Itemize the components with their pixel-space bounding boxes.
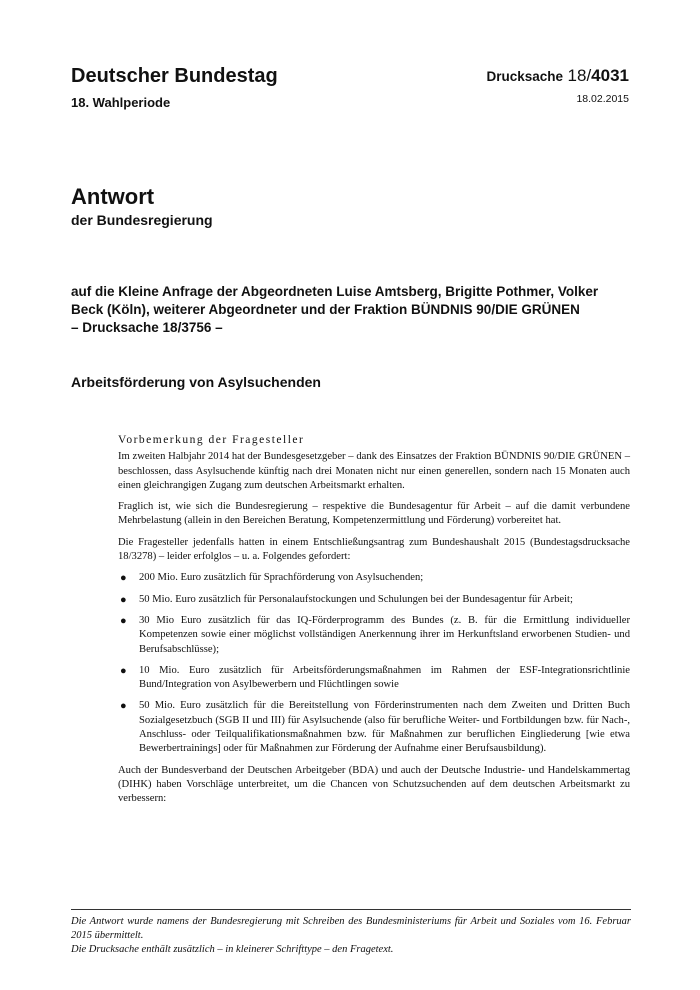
footer-note: Die Drucksache enthält zusätzlich – in kleinerer Schrifttype – den Fragetext.: [71, 944, 394, 955]
document-subtitle: der Bundesregierung: [71, 212, 213, 228]
drucksache-separator: /: [586, 66, 592, 85]
preliminary-closing: Auch der Bundesverband der Deutschen Arbeitgeber (BDA) und auch der Deutsche Industrie- und Handelskammertag (DIHK) haben Vorschläge unterbreitet, um die Chancen von Schutzsuchenden auf dem deutschen Arbeitsmarkt zu verbessern:: [118, 764, 630, 805]
preliminary-heading: Vorbemerkung der Fragesteller: [118, 434, 305, 446]
list-item-text: 50 Mio. Euro zusätzlich für die Bereitstellung von Förderinstrumenten nach dem Zweiten und Dritten Buch Sozialgesetzbuch (SGB II und III) für Asylsuchende (also für berufliche Weiter- und Fortbildungen bzw. für Nach-, Anschluss- oder Teilqualifikationsmaßnahmen bzw. für Maßnahmen zur beruflichen Eingliederung [wie etwa Bewerbertrainings] oder für Maßnahmen zur Förderung der Aufnahme einer Berufsausbildung).: [139, 700, 630, 755]
document-date: 18.02.2015: [576, 93, 629, 105]
document-header-right: [487, 66, 629, 105]
preliminary-paragraph: Die Fragesteller jedenfalls hatten in einem Entschließungsantrag zum Bundeshaushalt 2015 (Bundestagsdrucksache 18/3278) – leider erfolglos – u. a. Folgendes gefordert:: [118, 536, 630, 563]
inquiry-topic: Arbeitsförderung von Asylsuchenden: [71, 374, 321, 390]
legislative-period: 18. Wahlperiode: [71, 95, 171, 110]
bullet-icon: ●: [120, 572, 127, 585]
list-item: [118, 614, 630, 657]
demands-list: [118, 571, 630, 756]
inquiry-line: Beck (Köln), weiterer Abgeordneter und der Fraktion BÜNDNIS 90/DIE GRÜNEN: [71, 302, 580, 317]
inquiry-line: auf die Kleine Anfrage der Abgeordneten Luise Amtsberg, Brigitte Pothmer, Volker: [71, 284, 599, 299]
bullet-icon: ●: [120, 700, 127, 713]
list-item-text: 50 Mio. Euro zusätzlich für Personalaufstockungen und Schulungen bei der Bundesagentur für Arbeit;: [139, 593, 573, 605]
footer-divider: [71, 909, 631, 910]
list-item: [118, 571, 630, 585]
list-item-text: 200 Mio. Euro zusätzlich für Sprachförderung von Asylsuchenden;: [139, 572, 424, 584]
list-item: [118, 664, 630, 693]
drucksache-reference: [487, 66, 629, 87]
drucksache-period-number: 18: [567, 66, 587, 85]
organization-name: Deutscher Bundestag: [71, 65, 278, 87]
preliminary-remarks: [118, 433, 630, 814]
document-title: Antwort: [71, 184, 155, 209]
footer-note: Die Antwort wurde namens der Bundesregierung mit Schreiben des Bundesministeriums für Arbeit und Soziales vom 16. Februar 2015 übermittelt.: [71, 916, 631, 941]
preliminary-paragraph: Im zweiten Halbjahr 2014 hat der Bundesgesetzgeber – dank des Einsatzes der Fraktion BÜNDNIS 90/DIE GRÜNEN – beschlossen, dass Asylsuchende künftig nach drei Monaten nicht nur einen generellen, sondern nach 15 Monaten auch einen gleichrangigen Zugang zum deutschen Arbeitsmarkt erhalten.: [118, 451, 630, 491]
list-item: [118, 593, 630, 607]
footer-notes: [71, 915, 631, 957]
inquiry-reference: [71, 283, 631, 337]
bullet-icon: ●: [120, 664, 127, 677]
list-item-text: 30 Mio Euro zusätzlich für das IQ-Förderprogramm des Bundes (z. B. für die Ermittlung individueller Kompetenzen sowie einer möglichst vollständigen Anerkennung ihrer im Herkunftsland erworbenen Studien- und Berufsabschlüsse);: [139, 614, 630, 655]
bullet-icon: ●: [120, 593, 127, 606]
drucksache-number: 4031: [591, 66, 629, 85]
list-item: [118, 699, 630, 756]
inquiry-line: – Drucksache 18/3756 –: [71, 320, 223, 335]
bullet-icon: ●: [120, 614, 127, 627]
list-item-text: 10 Mio. Euro zusätzlich für Arbeitsförderungsmaßnahmen im Rahmen der ESF-Integrationsrichtlinie Bund/Integration von Asylbewerbern und Flüchtlingen sowie: [139, 664, 630, 691]
drucksache-label: Drucksache: [486, 69, 564, 84]
preliminary-paragraph: Fraglich ist, wie sich die Bundesregierung – respektive die Bundesagentur für Arbeit – auf die damit verbundene Mehrbelastung (allein in den Bereichen Beratung, Kompetenzermittlung und Förderung) vorbereitet hat.: [118, 501, 630, 527]
document-header-left: [71, 64, 278, 110]
